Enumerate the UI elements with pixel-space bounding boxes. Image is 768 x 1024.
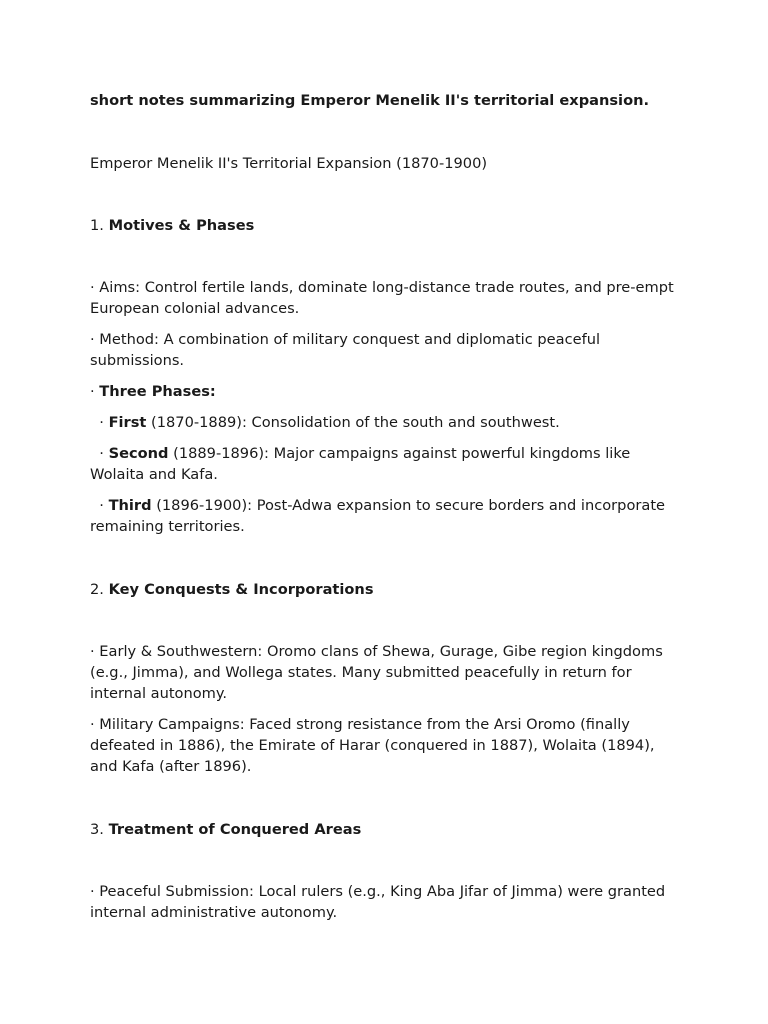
section-3-peaceful: · Peaceful Submission: Local rulers (e.g., King Aba Jifar of Jimma) were granted internal administrative autonomy. — [90, 883, 666, 921]
section-3-number: 3. — [90, 821, 104, 838]
prompt-title: short notes summarizing Emperor Menelik II's territorial expansion. — [90, 92, 650, 109]
section-1-number: 1. — [90, 217, 104, 234]
phase-second-prefix: · — [90, 445, 109, 462]
phases-label: Three Phases: — [99, 383, 216, 400]
section-2-heading — [90, 579, 682, 600]
phases-prefix: · — [90, 383, 100, 400]
phase-third — [90, 495, 682, 537]
phase-second-text: (1889-1896): Major campaigns against powerful kingdoms like Wolaita and Kafa. — [90, 445, 631, 483]
phase-third-label: Third — [108, 497, 152, 514]
phase-first-text: (1870-1889): Consolidation of the south and southwest. — [146, 414, 560, 431]
document-body — [90, 90, 682, 933]
phase-first — [90, 412, 682, 433]
section-2-number: 2. — [90, 581, 104, 598]
phase-third-text: (1896-1900): Post-Adwa expansion to secure borders and incorporate remaining territories. — [90, 497, 666, 535]
phase-second — [90, 443, 682, 485]
section-3-title: Treatment of Conquered Areas — [108, 821, 362, 838]
phase-first-prefix: · — [90, 414, 109, 431]
section-1-heading — [90, 215, 682, 236]
section-2-military: · Military Campaigns: Faced strong resistance from the Arsi Oromo (finally defeated in 1886), the Emirate of Harar (conquered in 1887), Wolaita (1894), and Kafa (after 1896). — [90, 716, 655, 775]
section-2-title: Key Conquests & Incorporations — [108, 581, 374, 598]
section-1-title: Motives & Phases — [108, 217, 255, 234]
section-1-method: · Method: A combination of military conquest and diplomatic peaceful submissions. — [90, 331, 601, 369]
phase-third-prefix: · — [90, 497, 109, 514]
spacer — [90, 787, 682, 819]
section-3-heading — [90, 819, 682, 840]
section-1-aims: · Aims: Control fertile lands, dominate long-distance trade routes, and pre-empt European colonial advances. — [90, 279, 674, 317]
phase-first-label: First — [108, 414, 147, 431]
section-1-phases-heading — [90, 381, 682, 402]
document-subtitle: Emperor Menelik II's Territorial Expansion (1870-1900) — [90, 155, 488, 172]
phase-second-label: Second — [108, 445, 169, 462]
section-2-early: · Early & Southwestern: Oromo clans of Shewa, Gurage, Gibe region kingdoms (e.g., Jimma), and Wollega states. Many submitted peacefully in return for internal autonomy. — [90, 643, 663, 702]
spacer — [90, 547, 682, 579]
